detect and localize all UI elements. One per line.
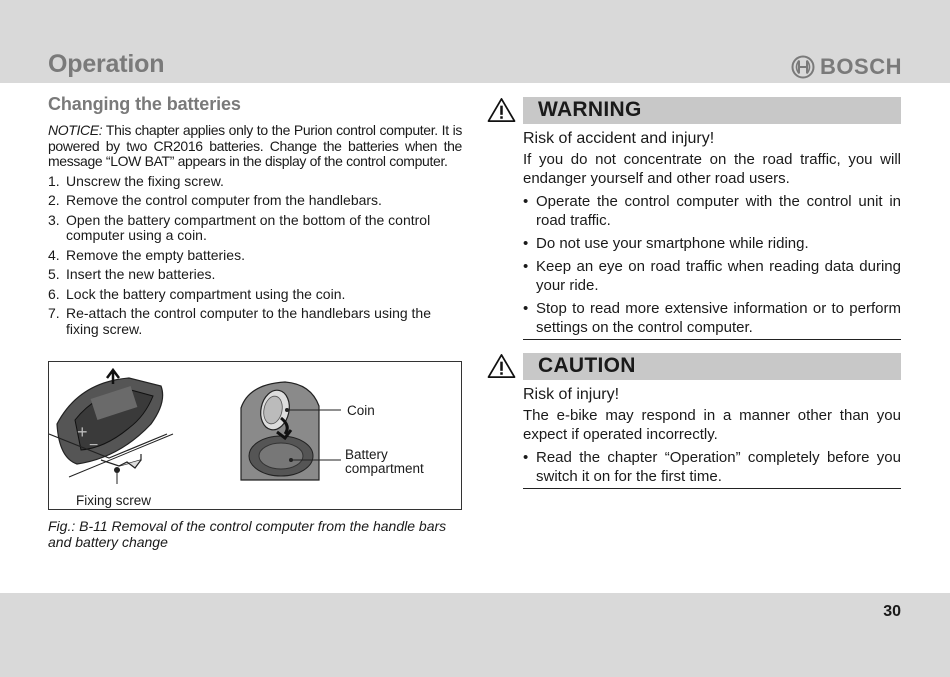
list-item bbox=[523, 192, 901, 230]
caution-title: Risk of injury! bbox=[523, 386, 620, 403]
notice-text: This chapter applies only to the Purion control computer. It is powered by two CR2016 batteries. Change the batteries when the message “LOW BAT” appears in the display of the control computer. bbox=[48, 122, 462, 169]
step-text: Unscrew the fixing screw. bbox=[66, 172, 224, 189]
list-item bbox=[48, 174, 462, 190]
caution-heading-band bbox=[523, 353, 901, 380]
divider bbox=[523, 488, 901, 489]
display-plus-label: + bbox=[77, 422, 88, 442]
display-minus-label: − bbox=[89, 437, 99, 454]
caution-heading: CAUTION bbox=[538, 354, 636, 377]
bullet-mark: • bbox=[523, 235, 529, 252]
bosch-logo-icon bbox=[791, 55, 815, 79]
caution-triangle-icon bbox=[487, 353, 516, 379]
section-title: Operation bbox=[48, 50, 165, 78]
bullet-mark: • bbox=[523, 300, 529, 317]
notice-paragraph bbox=[48, 123, 462, 170]
list-item bbox=[48, 287, 462, 303]
figure-caption: Fig.: B-11 Removal of the control computer from the handle bars and battery change bbox=[48, 518, 447, 550]
bullet-mark: • bbox=[523, 258, 529, 275]
bullet-text: Keep an eye on road traffic when reading data during your ride. bbox=[536, 258, 901, 294]
figure-label-battery: Battery bbox=[345, 447, 388, 462]
bullet-text: Stop to read more extensive information or to perform settings on the control computer. bbox=[536, 300, 901, 336]
warning-heading-band bbox=[523, 97, 901, 124]
battery-change-illustration bbox=[49, 362, 463, 511]
left-column bbox=[48, 94, 462, 341]
step-text: Remove the control computer from the handlebars. bbox=[66, 192, 382, 208]
notice-label: NOTICE: bbox=[48, 122, 103, 138]
brand-logo bbox=[791, 54, 902, 80]
step-text: Re-attach the control computer to the handlebars using the fixing screw. bbox=[66, 305, 431, 337]
figure-label-coin: Coin bbox=[347, 403, 375, 418]
brand-name: BOSCH bbox=[820, 54, 902, 79]
warning-body: If you do not concentrate on the road traffic, you will endanger yourself and other road users. bbox=[523, 151, 901, 187]
bullet-mark: • bbox=[523, 193, 529, 210]
warning-title: Risk of accident and injury! bbox=[523, 130, 715, 147]
list-item bbox=[523, 257, 901, 295]
caution-body: The e-bike may respond in a manner other than you expect if operated incorrectly. bbox=[523, 407, 901, 443]
bullet-text: Do not use your smartphone while riding. bbox=[536, 235, 809, 252]
footer-band bbox=[0, 593, 950, 677]
step-number: 4. bbox=[48, 246, 60, 263]
bullet-text: Operate the control computer with the control unit in road traffic. bbox=[536, 193, 901, 229]
subsection-title: Changing the batteries bbox=[48, 94, 241, 114]
figure-label-screw: Fixing screw bbox=[76, 493, 152, 508]
step-number: 1. bbox=[48, 172, 60, 189]
warning-block bbox=[523, 97, 901, 340]
step-number: 2. bbox=[48, 192, 60, 208]
list-item bbox=[523, 234, 901, 253]
figure-label-compartment: compartment bbox=[345, 461, 424, 476]
list-item bbox=[48, 213, 462, 244]
caution-bullets bbox=[523, 448, 901, 486]
step-number: 7. bbox=[48, 305, 60, 321]
page-number: 30 bbox=[883, 603, 901, 620]
warning-heading: WARNING bbox=[538, 98, 642, 121]
list-item bbox=[523, 299, 901, 337]
list-item bbox=[48, 193, 462, 209]
warning-triangle-icon bbox=[487, 97, 516, 123]
list-item bbox=[48, 248, 462, 264]
divider bbox=[523, 339, 901, 340]
step-text: Insert the new batteries. bbox=[66, 266, 216, 282]
bullet-mark: • bbox=[523, 449, 529, 466]
step-number: 6. bbox=[48, 285, 60, 302]
list-item bbox=[48, 267, 462, 283]
figure-illustration bbox=[48, 361, 462, 510]
list-item bbox=[523, 448, 901, 486]
caution-block bbox=[523, 353, 901, 489]
bullet-text: Read the chapter “Operation” completely before you switch it on for the first time. bbox=[536, 449, 901, 485]
list-item bbox=[48, 306, 462, 337]
steps-list bbox=[48, 174, 462, 338]
step-text: Lock the battery compartment using the coin. bbox=[66, 285, 346, 302]
step-number: 5. bbox=[48, 266, 60, 282]
step-text: Remove the empty batteries. bbox=[66, 246, 245, 263]
warning-bullets bbox=[523, 192, 901, 337]
step-number: 3. bbox=[48, 211, 60, 228]
right-column bbox=[523, 97, 901, 489]
step-text: Open the battery compartment on the bottom of the control computer using a coin. bbox=[66, 211, 431, 243]
